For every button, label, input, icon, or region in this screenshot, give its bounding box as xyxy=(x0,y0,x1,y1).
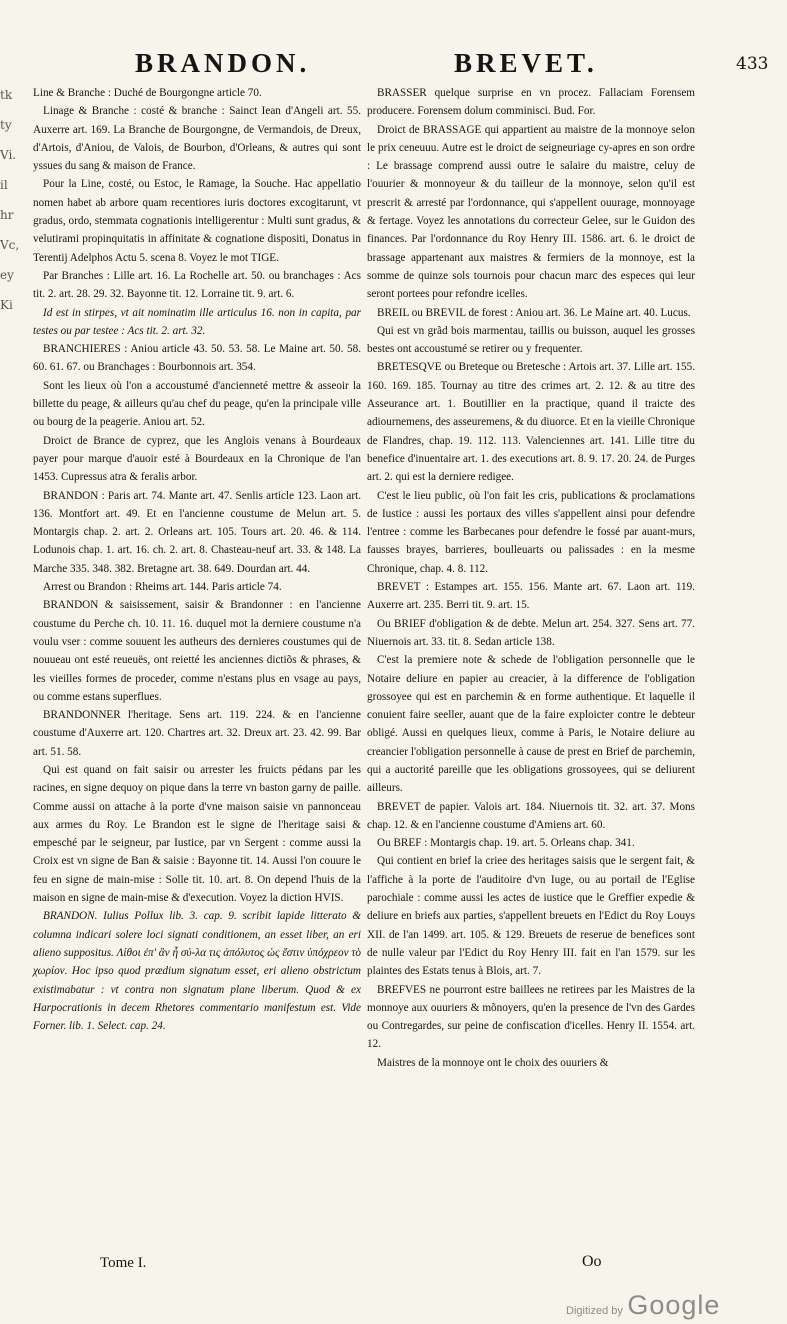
entry-paragraph: C'est le lieu public, où l'on fait les cris, publications & proclamations de Iustice : aussi les portaux des villes s'appellent ainsi pour defendre l'entree : comme les Barbecanes pour defendre le fossé par auant-murs, fausses brayes, barrieres, boulleuarts ou palissades : en la mesme Chronique, chap. 4. 8. 112. xyxy=(367,489,695,575)
edge-mark: hr xyxy=(0,208,14,222)
entry-paragraph: Linage & Branche : costé & branche : Sainct Iean d'Angeli art. 55. Auxerre art. 169. La Branche de Bourgongne, de Vermandois, de Dreux, d'Artois, d'Aniou, de Valois, de Bourbon, d'Orleans, & autres qui sont yssues du sang & maison de France. xyxy=(33,105,361,173)
edge-mark: Vc, xyxy=(0,238,20,252)
volume-label: Tome I. xyxy=(100,1255,147,1271)
running-head-right: BREVET. xyxy=(454,48,598,78)
entry-paragraph: BREVET : Estampes art. 155. 156. Mante art. 67. Laon art. 119. Auxerre art. 235. Berri tit. 9. art. 15. xyxy=(367,581,695,612)
entry-paragraph: Pour la Line, costé, ou Estoc, le Ramage, la Souche. Hac appellatio nomen habet ab arbore quam recentiores iuris doctores excogitarunt, vt gradus, ordo, stemmata cognationis intelligerentur : Multi sunt gradus, & velutirami propinquitatis in affinitate & cognatione dispositi, Donatus in Terentij Adelphos Actu 5. scena 8. Voyez le mot TIGE. xyxy=(33,178,361,264)
edge-mark: ey xyxy=(0,268,14,282)
entry-paragraph: Qui est vn grãd bois marmentau, taillis ou buisson, auquel les grosses bestes ont accoustumé se retirer ou y frequenter. xyxy=(367,324,695,356)
edge-mark: Ki xyxy=(0,298,13,312)
entry-paragraph: Par Branches : Lille art. 16. La Rochelle art. 50. ou branchages : Acs tit. 2. art. 28. 29. 32. Bayonne tit. 12. Lorraine tit. 9. art. 6. xyxy=(33,269,361,301)
entry-paragraph: Droict de Brance de cyprez, que les Anglois venans à Bourdeaux payer pour marque d'auoir esté à Bourdeaux en la Chronique de l'an 1453. Cupressus atra & feralis arbor. xyxy=(33,434,361,484)
edge-mark: ty xyxy=(0,118,12,132)
entry-paragraph: BRANCHIERES : Aniou article 43. 50. 53. 58. Le Maine art. 50. 58. 60. 61. 67. ou Branchages : Bourbonnois art. 354. xyxy=(33,343,361,374)
entry-paragraph: C'est la premiere note & schede de l'obligation personnelle que le Notaire deliure en papier au creacier, à la difference de l'obligation grossoyee qui est en parchemin & en forme authentique. Et laquelle il conuient faire seeller, auant que de la faire exploicter contre le debteur obligé. Aussi en quelques lieux, comme à Paris, le Notaire deliure au creancier l'obligation personnelle à cause de prest en Brief de parchemin, qui a auctorité pareille que les obligations grossoyees, qui se deliurent ailleurs. xyxy=(367,654,695,795)
entry-paragraph: BRANDON : Paris art. 74. Mante art. 47. Senlis article 123. Laon art. 136. Montfort art. 49. Et en l'ancienne coustume de Melun art. 5. Montargis chap. 2. art. 2. Orleans art. 105. Tours art. 20. 46. & 114. Lodunois chap. 1. art. 16. ch. 2. art. 8. Chasteau-neuf art. 33. & 148. La Marche 335. 348. 382. Bretagne art. 38. 649. Dourdan art. 44. xyxy=(33,489,361,575)
entry-paragraph: Qui contient en brief la criee des heritages saisis que le sergent fait, & l'affiche à la porte de l'auditoire d'vn Iuge, ou au portail de l'Eglise parochiale : comme aussi les actes de iustice que le Greffier expedie & deliure en briefs aux parties, s'appellent breuets en l'Edict du Roy Louys XII. de l'an 1499. art. 105. & 129. Breuets de reserue de benefices sont de nulle valeur par l'Edict du Roy Henry III. fait en l'an 1579. sur les plaintes des Estats tenus à Blois, art. 7. xyxy=(367,855,695,978)
entry-paragraph: Droict de BRASSAGE qui appartient au maistre de la monnoye selon le prix ceneuuu. Autre est le droict de seigneuriage cy-apres en son ordre : Le brassage comprend aussi outre le salaire du maistre, celuy de l'ouurier & monnoyeur & du tailleur de la monnoye, selon qu'il est prescrit & arresté par l'ordonnance, qui s'appellent ouurage, monnoyage & fertage. Voyez les annotations du correcteur Gelee, sur le Guidon des finances. Par l'ordonnance du Roy Henry III. 1586. art. 6. le droict de brassage appartenant aux maistres & fermiers de la monnoye, est la somme de quinze sols tournois pour chacun marc des especes qui leur seront portees pour refondre icelles. xyxy=(367,123,695,301)
entry-paragraph: Maistres de la monnoye ont le choix des ouuriers & xyxy=(377,1056,609,1069)
entry-paragraph: Sont les lieux où l'on a accoustumé d'ancienneté mettre & asseoir la billette du peage, & ailleurs qu'au chef du peage, qu'en la principale ville ou bourg de la peagerie. Aniou art. 52. xyxy=(33,379,361,429)
digitized-by-label: Digitized by xyxy=(566,1305,623,1317)
entry-paragraph: BRANDON & saisissement, saisir & Brandonner : en l'ancienne coustume du Perche ch. 10. 11. 16. duquel mot la derniere coustume n'a voulu vser : comme souuent les autheurs des dernieres coustumes qui de nouueau ont esté reueuës, ont reietté les anciennes dictiõs & phrases, & les vieilles formes de proceder, comme n'estans plus en vsage au pays, ou comme estans superflues. xyxy=(33,599,361,703)
facing-page-edge xyxy=(0,80,22,600)
signature-mark: Oo xyxy=(582,1253,602,1270)
entry-paragraph: BRANDONNER l'heritage. Sens art. 119. 224. & en l'ancienne coustume d'Auxerre art. 120. Chartres art. 32. Dreux art. 23. 42. 99. Bar art. 51. 58. xyxy=(33,709,361,758)
entry-paragraph: Id est in stirpes, vt ait nominatim ille articulus 16. non in capita, par testes ou par testee : Acs tit. 2. art. 32. xyxy=(33,306,361,337)
entry-paragraph: Line & Branche : Duché de Bourgongne article 70. xyxy=(33,87,262,99)
entry-paragraph: BREFVES ne pourront estre baillees ne retirees par les Maistres de la monnoye aux ouuriers & mõnoyers, qu'en la presence de l'vn des Gardes ou Contregardes, sur peine de confiscation d'icelles. Henry II. 1554. art. 12. xyxy=(367,983,695,1051)
edge-mark: tk xyxy=(0,88,13,102)
entry-paragraph: BRETESQVE ou Breteque ou Bretesche : Artois art. 37. Lille art. 155. 160. 169. 185. Tournay au titre des crimes art. 2. 12. & au titre des Asseurance art. 1. Boutillier en la practique, quand il traicte des adiournemens, des asseuremens, & du diuorce. Et en la vieille Chronique de Flandres, chap. 19. 112. 113. Valenciennes art. 141. Lille titre du benefice d'inuentaire art. 1. des executions art. 8. 9. 17. 20. 24. de Purges art. 2. qui est la derniere redigee. xyxy=(367,361,695,484)
digitized-watermark xyxy=(566,1290,720,1321)
entry-paragraph: Qui est quand on fait saisir ou arrester les fruicts pédans par les racines, en signe dequoy on pique dans la terre vn baston garny de paille. Comme aussi on attache à la porte d'vne maison saisie vn pannonceau aux armes du Roy. Le Brandon est le signe de l'heritage saisi & empesché par le seigneur, par Iustice, par vn Sergent : comme aussi la Croix est vn signe de Ban & saisie : Bayonne tit. 14. Aussi l'on couure le feu en signe de main-mise : Solle tit. 10. art. 8. On depend l'huis de la maison en signe de main-mise & d'execution. Voyez la diction HVIS. xyxy=(33,763,361,905)
entry-paragraph: BREIL ou BREVIL de forest : Aniou art. 36. Le Maine art. 40. Lucus. xyxy=(377,306,691,319)
right-column xyxy=(367,84,695,1072)
left-column xyxy=(33,84,361,1035)
entry-paragraph: BRASSER quelque surprise en vn procez. Fallaciam Forensem producere. Forensem dolum comminisci. Bud. For. xyxy=(367,87,695,118)
entry-paragraph: Ou BRIEF d'obligation & de debte. Melun art. 254. 327. Sens art. 77. Niuernois art. 33. tit. 8. Sedan article 138. xyxy=(367,617,695,648)
entry-paragraph: BRANDON. Iulius Pollux lib. 3. cap. 9. scribit lapide litterato & columna indicari solere loci signati conditionem, an esset liber, an eri alieno suppositus. Λίθοι ἐπ' ἂν ἦ σύ-λα τις ἀπόλυτος ὡς ἔστιν ὑπόχρεον τὸ χωρίον. Hoc ipso quod prædium signatum esset, eri alieno obstrictum existimabatur : vt contra non signatum plane liberum. Quod & ex Harpocrationis in decem Rhetores commentario manifestum est. Vide Forner. lib. 1. Select. cap. 24. xyxy=(33,910,361,1033)
entry-paragraph: Arrest ou Brandon : Rheims art. 144. Paris article 74. xyxy=(43,581,282,594)
running-head-left: BRANDON. xyxy=(135,48,311,78)
edge-mark: Vi. xyxy=(0,148,17,162)
entry-paragraph: BREVET de papier. Valois art. 184. Niuernois tit. 32. art. 37. Mons chap. 12. & en l'ancienne coustume d'Amiens art. 60. xyxy=(367,800,695,831)
entry-paragraph: Ou BREF : Montargis chap. 19. art. 5. Orleans chap. 341. xyxy=(377,837,635,850)
google-logo: Google xyxy=(627,1290,721,1320)
edge-mark: il xyxy=(0,178,8,192)
page-number: 433 xyxy=(736,54,769,74)
